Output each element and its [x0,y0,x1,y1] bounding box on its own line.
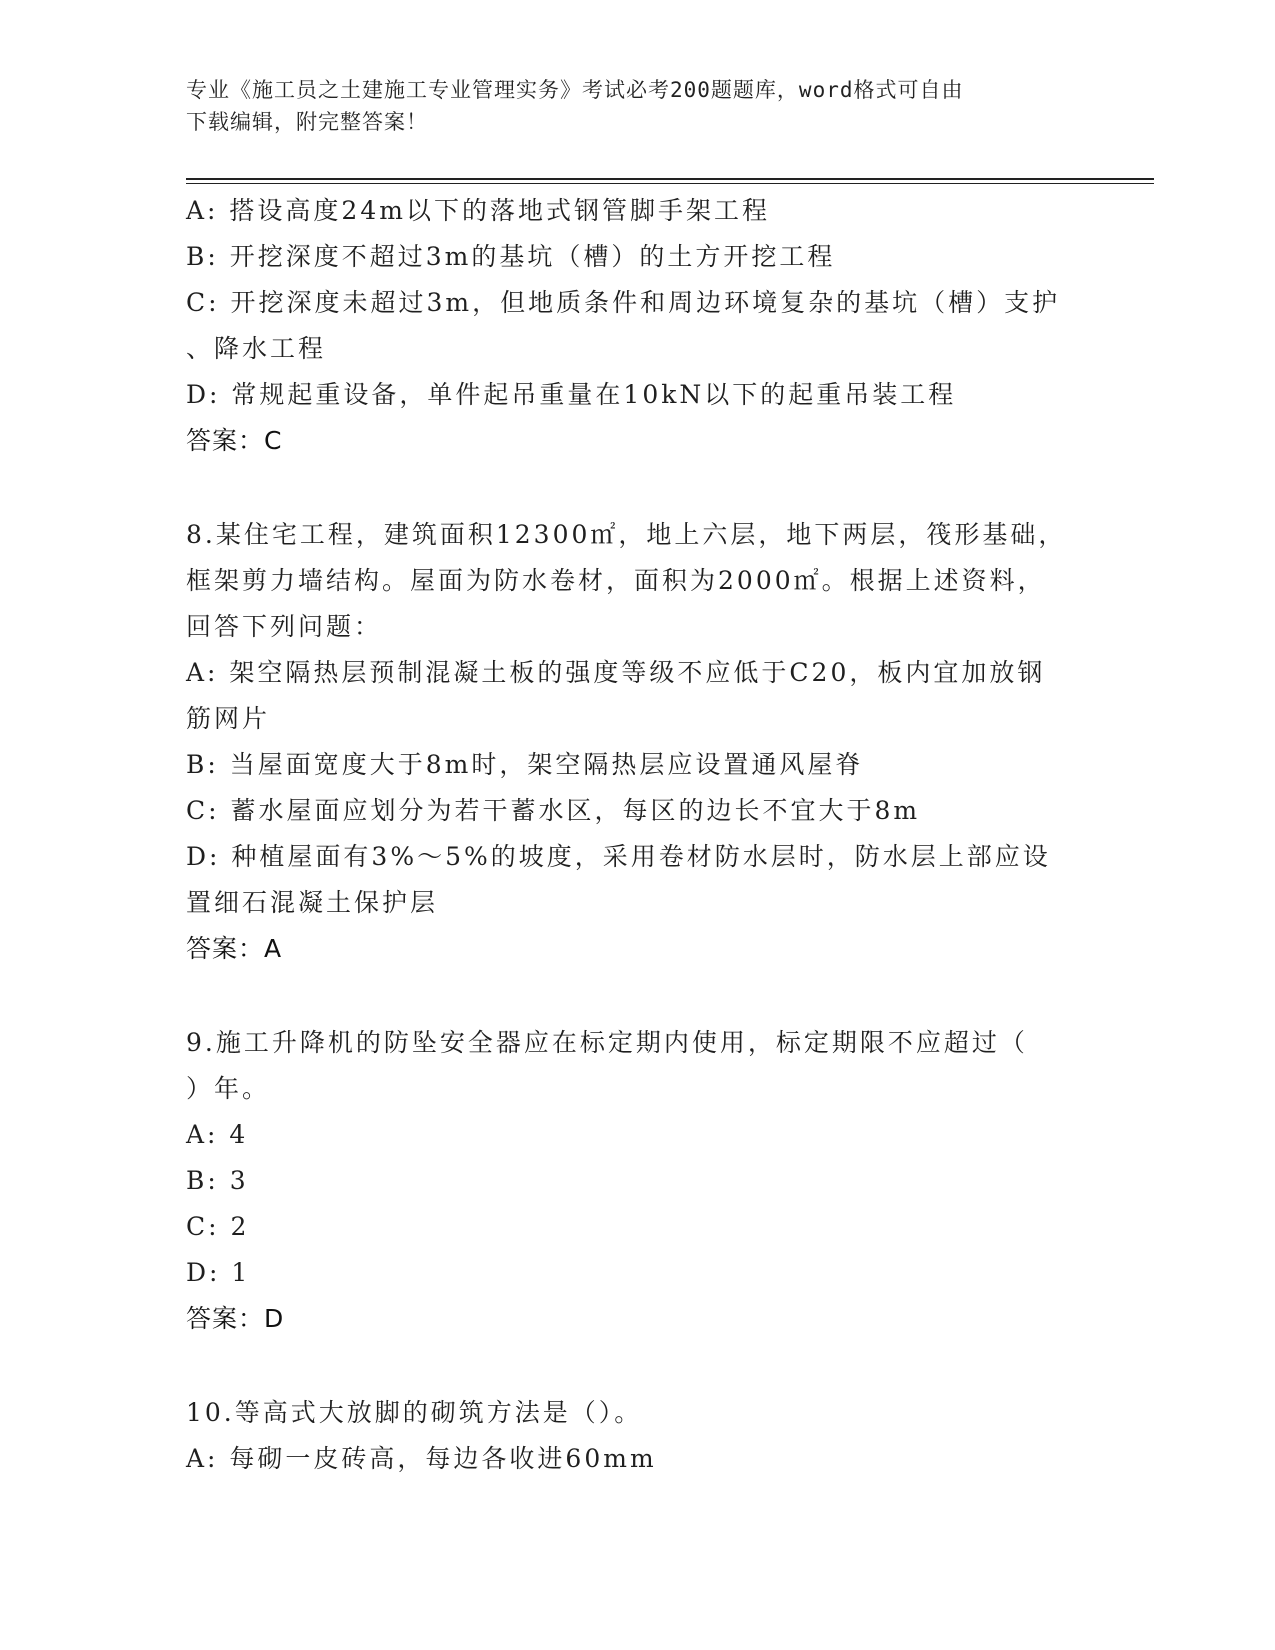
q7-answer: 答案：C [186,426,283,455]
q8-stem-line-1: 8.某住宅工程，建筑面积12300㎡，地上六层，地下两层，筏形基础， [186,520,1067,549]
q9-option-c: C: 2 [186,1212,250,1241]
spacer [186,1342,1086,1390]
question-9 [186,1020,1086,1342]
header-line-1: 专业《施工员之土建施工专业管理实务》考试必考200题题库，word格式可自由 [186,78,964,102]
q8-option-d-line-2: 置细石混凝土保护层 [186,888,439,917]
q8-answer: 答案：A [186,934,283,963]
header-line-2: 下载编辑，附完整答案！ [186,110,428,134]
question-10 [186,1390,1086,1482]
q9-answer: 答案：D [186,1304,285,1333]
spacer [186,464,1086,512]
q9-option-d: D: 1 [186,1258,251,1287]
q9-stem-line-1: 9.施工升降机的防坠安全器应在标定期内使用，标定期限不应超过（ [186,1028,1028,1057]
q8-option-d-line-1: D: 种植屋面有3%～5%的坡度，采用卷材防水层时，防水层上部应设 [186,842,1051,871]
document-header [186,74,1066,138]
q10-stem: 10.等高式大放脚的砌筑方法是（）。 [186,1398,643,1427]
q7-option-c-line-1: C: 开挖深度未超过3m，但地质条件和周边环境复杂的基坑（槽）支护 [186,288,1061,317]
q8-option-c: C: 蓄水屋面应划分为若干蓄水区，每区的边长不宜大于8m [186,796,921,825]
q8-option-a-line-1: A: 架空隔热层预制混凝土板的强度等级不应低于C20，板内宜加放钢 [186,658,1046,687]
q7-option-c-line-2: 、降水工程 [186,334,327,363]
q9-option-a: A: 4 [186,1120,249,1149]
q7-option-d: D: 常规起重设备，单件起吊重量在10kN以下的起重吊装工程 [186,380,957,409]
header-rule-thick [186,178,1154,180]
question-7-options [186,188,1086,464]
document-body [186,188,1086,1482]
question-8 [186,512,1086,972]
header-rule-thin [186,183,1154,184]
q7-option-b: B: 开挖深度不超过3m的基坑（槽）的土方开挖工程 [186,242,836,271]
q10-option-a: A: 每砌一皮砖高，每边各收进60mm [186,1444,657,1473]
q9-option-b: B: 3 [186,1166,249,1195]
q8-stem-line-3: 回答下列问题： [186,612,383,641]
q7-option-a: A: 搭设高度24m以下的落地式钢管脚手架工程 [186,196,770,225]
q8-option-a-line-2: 筋网片 [186,704,271,733]
spacer [186,972,1086,1020]
q8-stem-line-2: 框架剪力墙结构。屋面为防水卷材，面积为2000㎡。根据上述资料， [186,566,1046,595]
q9-stem-line-2: ）年。 [186,1074,271,1103]
q8-option-b: B: 当屋面宽度大于8m时，架空隔热层应设置通风屋脊 [186,750,864,779]
